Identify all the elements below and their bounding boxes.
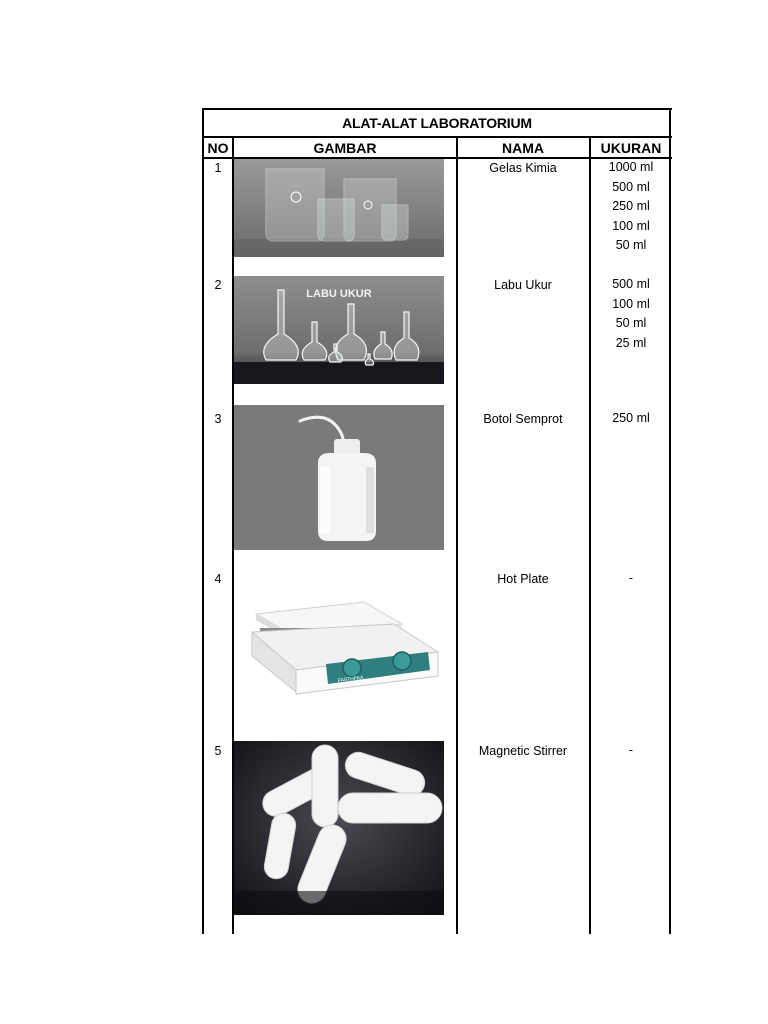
row-2-nama: Labu Ukur xyxy=(494,278,552,292)
row-3-nama: Botol Semprot xyxy=(483,412,563,426)
row-3-ukuran xyxy=(592,409,670,429)
row-2-ukuran xyxy=(592,275,670,353)
row-2-ukuran-1: 500 ml xyxy=(612,277,650,291)
row-1-ukuran-5: 50 ml xyxy=(615,238,647,252)
volumetric-flasks-photo xyxy=(234,276,444,384)
col-divider-gambar xyxy=(456,136,458,934)
row-3-no: 3 xyxy=(214,412,222,426)
magnetic-stir-bars-photo xyxy=(234,741,444,915)
row-2-ukuran-3: 50 ml xyxy=(615,316,647,330)
row-4-ukuran xyxy=(592,569,670,589)
header-no: NO xyxy=(207,140,229,156)
row-4-nama: Hot Plate xyxy=(497,572,549,586)
row-5-no: 5 xyxy=(214,744,222,758)
table-title: ALAT-ALAT LABORATORIUM xyxy=(342,115,532,131)
hotplate-brand-label: FASTHPAA xyxy=(337,674,364,684)
table-left-border xyxy=(202,108,204,934)
row-3-ukuran-1: 250 ml xyxy=(612,411,650,425)
flask-image-caption: LABU UKUR xyxy=(306,288,372,300)
row-1-ukuran-1: 1000 ml xyxy=(608,160,654,174)
row-2-ukuran-2: 100 ml xyxy=(612,296,650,311)
row-5-ukuran xyxy=(592,741,670,761)
row-5-ukuran-1: - xyxy=(628,743,634,757)
row-5-nama: Magnetic Stirrer xyxy=(478,744,568,758)
row-1-nama: Gelas Kimia xyxy=(489,161,557,175)
row-1-no: 1 xyxy=(214,161,222,175)
header-nama: NAMA xyxy=(502,140,544,156)
hot-plate-photo xyxy=(234,572,444,722)
row-1-ukuran-4: 100 ml xyxy=(612,218,650,233)
wash-bottle-photo xyxy=(234,405,444,550)
col-divider-nama xyxy=(589,136,591,934)
row-1-ukuran-3: 250 ml xyxy=(612,199,650,213)
beakers-photo xyxy=(234,159,444,257)
row-2-ukuran-4: 25 ml xyxy=(615,335,647,350)
row-1-ukuran-2: 500 ml xyxy=(612,179,650,194)
header-ukuran: UKURAN xyxy=(600,140,662,156)
row-1-ukuran xyxy=(592,158,670,256)
row-4-ukuran-1: - xyxy=(628,571,634,585)
row-4-no: 4 xyxy=(214,572,222,586)
header-gambar: GAMBAR xyxy=(313,140,377,156)
row-2-no: 2 xyxy=(214,278,222,292)
